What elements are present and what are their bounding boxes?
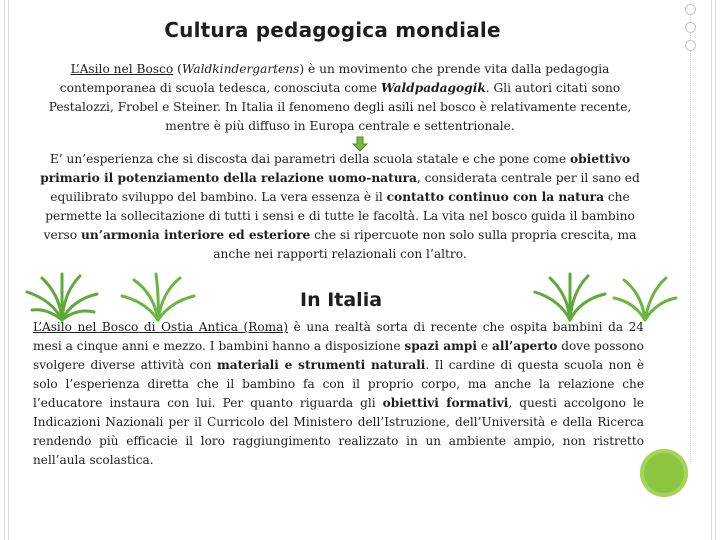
decorative-dotted-line bbox=[690, 6, 691, 462]
text: . Gli autori citati sono Pestalozzi, Frobel e Steiner. In Italia il fenomeno degli asili nel bosco è relativamente recente, mentre è più diffuso in Europa centrale e settentrionale. bbox=[48, 81, 632, 133]
decorative-green-circle bbox=[640, 449, 688, 497]
right-border bbox=[715, 0, 716, 540]
text: , considerata centrale per il sano ed equilibrato sviluppo del bambino. La vera essenza è il bbox=[50, 171, 640, 204]
highlight: all’aperto bbox=[492, 339, 558, 353]
right-border-inner bbox=[711, 0, 712, 540]
term-waldpadagogik: Waldpadagogik bbox=[381, 81, 486, 95]
term-waldkindergartens: Waldkindergartens bbox=[181, 62, 300, 76]
text: dove possono svolgere diverse attività con bbox=[33, 339, 644, 372]
text: ) è un movimento che prende vita dalla pedagogia contemporanea di scuola tedesca, conosciuta come bbox=[59, 62, 610, 95]
highlight: spazi ampi bbox=[404, 339, 477, 353]
highlight: un’armonia interiore ed esteriore bbox=[81, 228, 311, 242]
text: è una realtà sorta di recente che ospita bambini da 24 mesi a cinque anni e mezzo. I bambini hanno a disposizione bbox=[33, 320, 644, 353]
intro-paragraph bbox=[30, 60, 650, 136]
decorative-ring bbox=[685, 22, 696, 33]
text: che si ripercuote non solo sulla propria crescita, ma anche nei rapporti relazionali con l’altro. bbox=[213, 228, 637, 261]
text: ( bbox=[173, 62, 182, 76]
decorative-ring bbox=[685, 40, 696, 51]
text: , questi accolgono le Indicazioni Nazionali per il Curricolo del Ministero dell’Istruzione, dell’Università e della Ricerca rendendo più efficacie il loro raggiungimento realizzato in un ambiente ampio, non ristretto nell’aula scolastica. bbox=[33, 396, 644, 467]
highlight: materiali e strumenti naturali bbox=[216, 358, 426, 372]
text: . Il cardine di questa scuola non è solo l’esperienza diretta che il bambino fa con il proprio corpo, ma anche la relazione che l’educatore instaura con lui. Per quanto riguarda gli bbox=[33, 358, 644, 410]
text: che permette la sollecitazione di tutti i sensi e di tutte le facoltà. La vita nel bosco guida il bambino verso bbox=[43, 190, 635, 242]
italy-paragraph bbox=[33, 318, 644, 470]
left-border bbox=[4, 0, 5, 540]
text: E’ un’esperienza che si discosta dai parametri della scuola statale e che pone come bbox=[49, 152, 570, 166]
grass-icon bbox=[118, 270, 198, 322]
highlight: obiettivi formativi bbox=[382, 396, 509, 410]
highlight: obiettivo primario il potenziamento della relazione uomo-natura bbox=[40, 152, 631, 185]
asilo-link[interactable]: L’Asilo nel Bosco bbox=[70, 62, 174, 76]
ostia-link[interactable]: L’Asilo nel Bosco di Ostia Antica (Roma) bbox=[33, 320, 289, 334]
highlight: contatto continuo con la natura bbox=[386, 190, 604, 204]
section-heading: In Italia bbox=[300, 289, 383, 311]
grass-icon bbox=[22, 270, 102, 322]
slide-title: Cultura pedagogica mondiale bbox=[164, 18, 501, 42]
body-paragraph bbox=[30, 150, 650, 264]
grass-icon bbox=[530, 270, 610, 322]
grass-icon bbox=[610, 270, 680, 322]
decorative-ring bbox=[685, 4, 696, 15]
text: e bbox=[476, 339, 493, 353]
left-border-inner bbox=[8, 0, 9, 540]
